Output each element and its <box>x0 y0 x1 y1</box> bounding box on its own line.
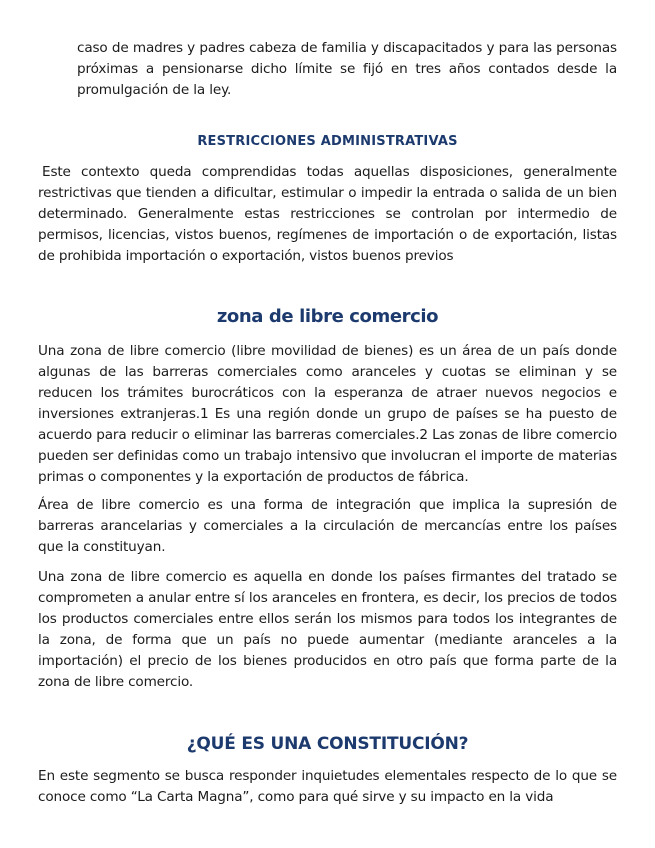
constitucion-paragraph: En este segmento se busca responder inquietudes elementales respecto de lo que se conoce como “La Carta Magna”, como para qué sirve y su impacto en la vida <box>38 768 617 805</box>
zona-paragraph-2: Área de libre comercio es una forma de integración que implica la supresión de barreras arancelarias y comerciales a la circulación de mercancías entre los países que la constituyan. <box>38 497 617 555</box>
intro-paragraph: caso de madres y padres cabeza de familia y discapacitados y para las personas próximas a pensionarse dicho límite se fijó en tres años contados desde la promulgación de la ley. <box>77 40 617 98</box>
zona-paragraph-1: Una zona de libre comercio (libre movilidad de bienes) es un área de un país donde algunas de las barreras comerciales como aranceles y cuotas se eliminan y se reducen los trámites burocráticos con la esperanza de atraer nuevos negocios e inversiones extranjeras.1 Es una región donde un grupo de países se ha puesto de acuerdo para reducir o eliminar las barreras comerciales.2 Las zonas de libre comercio pueden ser definidas como un trabajo intensivo que involucran el importe de materias primas o componentes y la exportación de productos de fábrica. <box>38 343 617 485</box>
restricciones-paragraph: Este contexto queda comprendidas todas aquellas disposiciones, generalmente restrictivas que tienden a dificultar, estimular o impedir la entrada o salida de un bien determinado. Generalmente estas restricciones se controlan por intermedio de permisos, licencias, vistos buenos, regímenes de importación o de exportación, listas de prohibida importación o exportación, vistos buenos previos <box>38 164 617 264</box>
zona-paragraph-3: Una zona de libre comercio es aquella en donde los países firmantes del tratado se comprometen a anular entre sí los aranceles en frontera, es decir, los precios de todos los productos comerciales entre ellos serán los mismos para todos los integrantes de la zona, de forma que un país no puede aumentar (mediante aranceles a la importación) el precio de los bienes producidos en otro país que forma parte de la zona de libre comercio. <box>38 569 617 690</box>
heading-restricciones: RESTRICCIONES ADMINISTRATIVAS <box>197 134 458 149</box>
heading-zona-libre-comercio: zona de libre comercio <box>216 306 439 327</box>
heading-constitucion: ¿QUÉ ES UNA CONSTITUCIÓN? <box>186 734 469 754</box>
